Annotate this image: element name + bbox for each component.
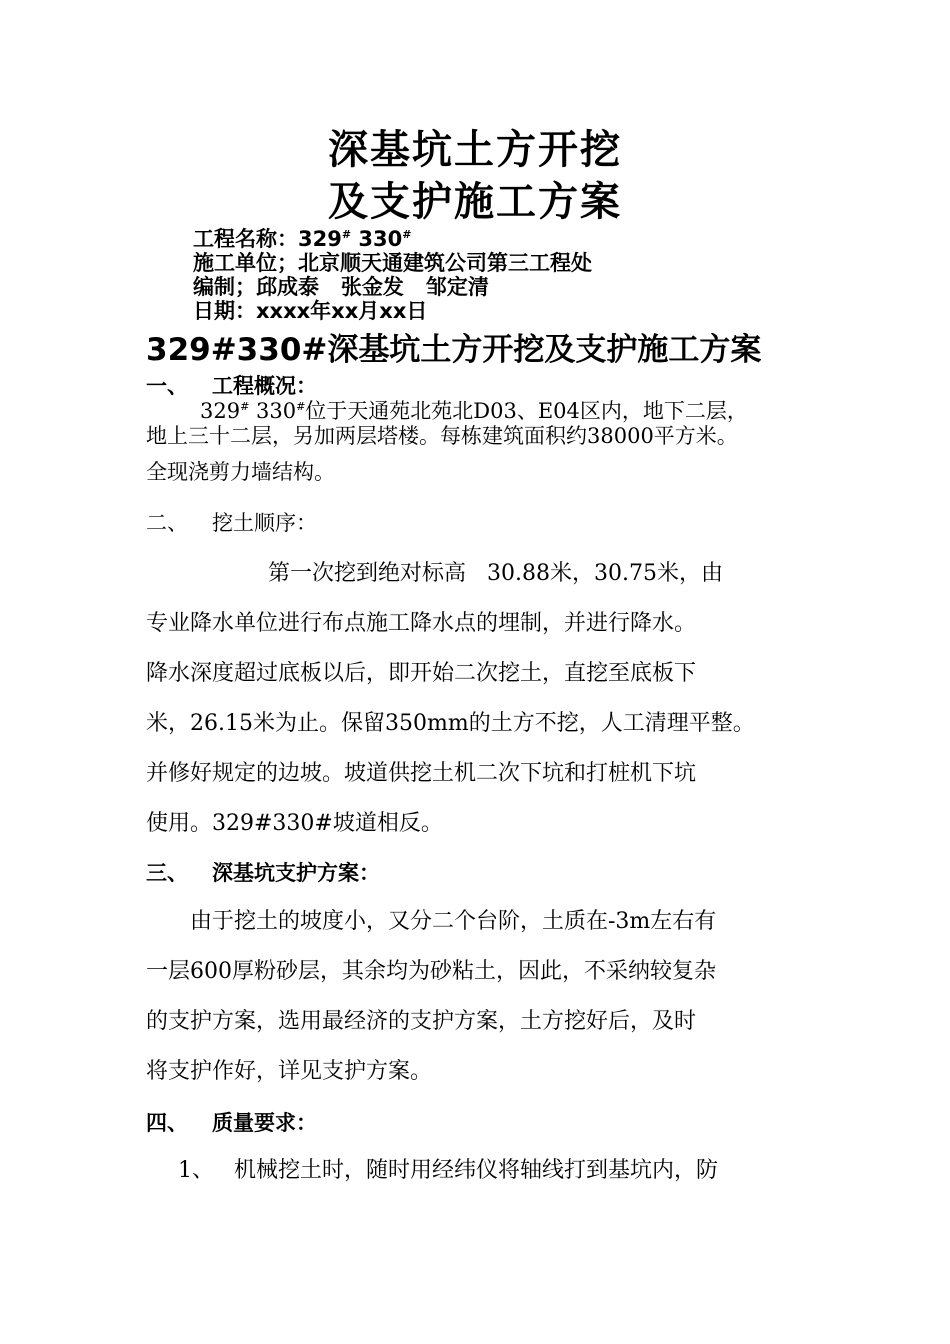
construction-unit: 施工单位；北京顺天通建筑公司第三工程处 bbox=[193, 251, 592, 275]
section-3-line: 的支护方案，选用最经济的支护方案，土方挖好后，及时 bbox=[146, 1009, 697, 1034]
date: 日期：xxxx年xx月xx日 bbox=[193, 299, 428, 323]
section-3-heading: 三、 深基坑支护方案： bbox=[146, 861, 380, 885]
document-title-line1: 深基坑土方开挖 bbox=[328, 127, 622, 173]
project-name: 工程名称：329# 330# bbox=[193, 227, 412, 251]
document-title-line2: 及支护施工方案 bbox=[328, 179, 622, 225]
section-2-line: 并修好规定的边坡。坡道供挖土机二次下坑和打桩机下坑 bbox=[146, 761, 697, 786]
section-2-line: 米，26.15米为止。保留350mm的土方不挖，人工清理平整。 bbox=[146, 711, 755, 736]
section-4-heading: 四、 质量要求： bbox=[146, 1111, 317, 1135]
section-3-line: 由于挖土的坡度小，又分二个台阶，土质在-3m左右有 bbox=[190, 909, 717, 934]
authors: 编制；邱成泰 张金发 邹定清 bbox=[193, 275, 489, 299]
section-2-line: 专业降水单位进行布点施工降水点的埋制，并进行降水。 bbox=[146, 611, 697, 636]
section-2-line: 降水深度超过底板以后，即开始二次挖土，直挖至底板下 bbox=[146, 661, 697, 686]
document-headline: 329#330#深基坑土方开挖及支护施工方案 bbox=[146, 332, 762, 368]
section-4-item-1: 1、 机械挖土时，随时用经纬仪将轴线打到基坑内，防 bbox=[178, 1158, 719, 1183]
section-1-paragraph-line: 329# 330#位于天通苑北苑北D03、E04区内，地下二层， bbox=[200, 399, 748, 423]
section-1-heading: 一、 工程概况： bbox=[146, 374, 317, 398]
section-1-paragraph-line: 全现浇剪力墙结构。 bbox=[146, 460, 335, 484]
section-3-line: 一层600厚粉砂层，其余均为砂粘土，因此，不采纳较复杂 bbox=[146, 959, 716, 984]
section-2-line: 第一次挖到绝对标高 30.88米，30.75米，由 bbox=[268, 561, 723, 586]
section-2-line: 使用。329#330#坡道相反。 bbox=[146, 811, 443, 836]
section-3-line: 将支护作好，详见支护方案。 bbox=[146, 1059, 433, 1084]
section-2-heading: 二、 挖土顺序： bbox=[146, 511, 317, 535]
section-1-paragraph-line: 地上三十二层，另加两层塔楼。每栋建筑面积约38000平方米。 bbox=[146, 424, 738, 448]
